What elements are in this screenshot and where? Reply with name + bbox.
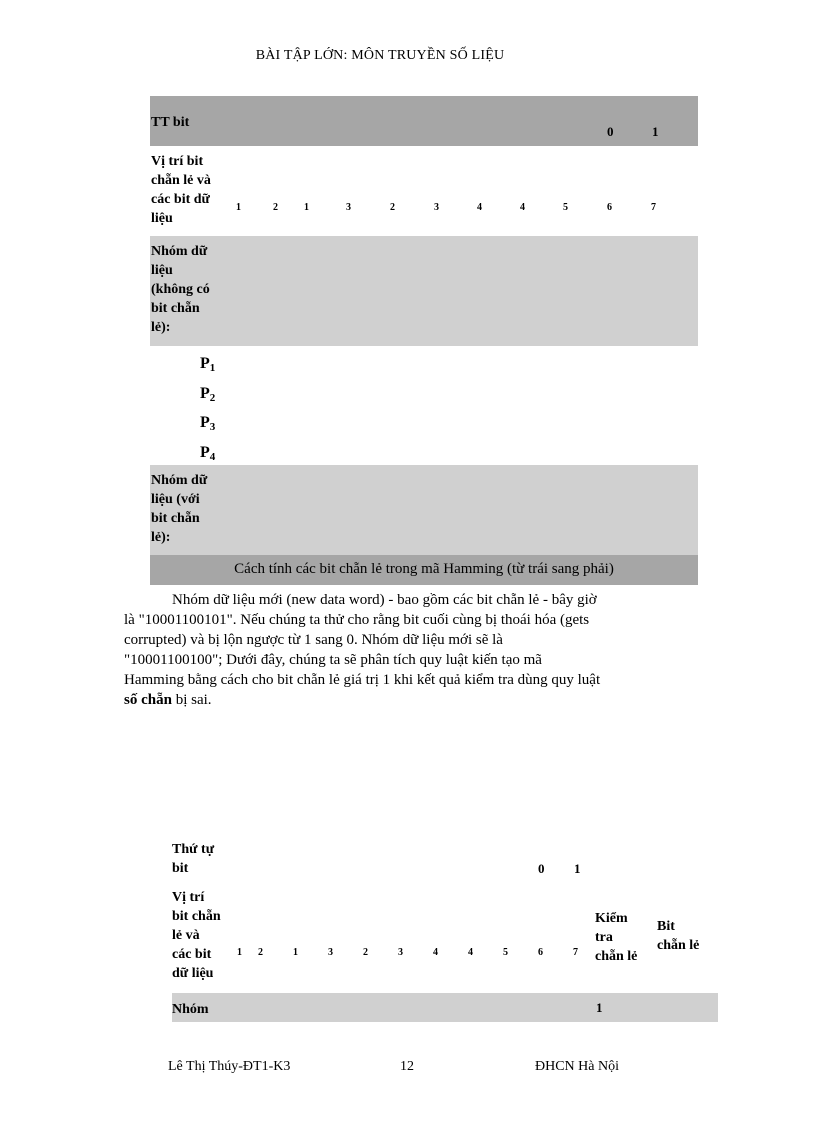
footer-author: Lê Thị Thúy-ĐT1-K3	[168, 1059, 291, 1074]
table2-pos-value: 5	[503, 947, 508, 958]
body-paragraph: Nhóm dữ liệu mới (new data word) - bao gồm các bit chẵn lẻ - bây giờ là "10001100101". Nếu chúng ta thử cho rằng bit cuối cùng bị thoái hóa (gets corrupted) và bị lộn ngược từ 1 sang 0. Nhóm dữ liệu mới sẽ là "10001100100"; Dưới đây, chúng ta sẽ phân tích quy luật kiến tạo mã Hamming bằng cách cho bit chẵn lẻ giá trị 1 khi kết quả kiểm tra dùng quy luật số chẵn bị sai.	[124, 592, 601, 708]
table2-tt-value: 1	[574, 861, 581, 876]
table1-p1-label: $P_1$	[200, 355, 216, 374]
table1-group-parity-label: Nhóm dữ liệu (với bit chẵn lẻ):	[151, 473, 208, 545]
table1-pos-value: 3	[346, 202, 351, 213]
table1-row-group-parity-bg	[150, 465, 698, 555]
page-header: BÀI TẬP LỚN: MÔN TRUYỀN SỐ LIỆU	[255, 48, 505, 63]
table1-tt-value: 1	[652, 124, 659, 139]
table1-pos-value: 3	[434, 202, 439, 213]
table2-tt-label: Thứ tự bit	[172, 842, 215, 876]
table2-pos-value: 1	[237, 947, 242, 958]
table2-parity-label: Bit chẵn lẻ	[657, 919, 700, 953]
table1-tt-value: 0	[607, 124, 614, 139]
table1-p2-label: $P_2$	[200, 385, 216, 404]
table2-tt-value: 0	[538, 861, 545, 876]
table1-p4-label: $P_4$	[200, 444, 216, 463]
table2-row-group-bg	[172, 993, 718, 1022]
table2-group-value: 1	[596, 1000, 603, 1015]
table2-check-label: Kiểm tra chẵn lẻ	[595, 911, 638, 964]
table1-pos-value: 6	[607, 202, 612, 213]
table1-pos-value: 2	[390, 202, 395, 213]
table2-pos-value: 7	[573, 947, 578, 958]
table1-tt-label: TT bit	[151, 115, 190, 130]
table2-pos-value: 3	[398, 947, 403, 958]
footer-page-number: 12	[400, 1059, 414, 1074]
table2-group-label: Nhóm	[172, 1002, 209, 1017]
emphasis-text: số chẵn	[124, 692, 172, 708]
table2-pos-value: 4	[433, 947, 438, 958]
table2-pos-value: 6	[538, 947, 543, 958]
table1-p3-label: $P_3$	[200, 414, 216, 433]
table1-pos-value: 1	[236, 202, 241, 213]
table2-pos-value: 4	[468, 947, 473, 958]
table1-pos-label: Vị trí bit chẵn lẻ và các bit dữ liệu	[151, 154, 211, 226]
table1-row-tt-bg	[150, 96, 698, 146]
table1-pos-value: 2	[273, 202, 278, 213]
table1-pos-value: 4	[520, 202, 525, 213]
table2-pos-value: 3	[328, 947, 333, 958]
table1-group-label: Nhóm dữ liệu (không có bit chẵn lẻ):	[151, 244, 210, 335]
table1-pos-value: 5	[563, 202, 568, 213]
table2-pos-label: Vị trí bit chẵn lẻ và các bit dữ liệu	[172, 890, 221, 981]
table1-pos-value: 1	[304, 202, 309, 213]
table2-pos-value: 2	[258, 947, 263, 958]
table1-pos-value: 7	[651, 202, 656, 213]
table2-pos-value: 2	[363, 947, 368, 958]
table1-row-group-bg	[150, 236, 698, 346]
table1-pos-value: 4	[477, 202, 482, 213]
table2-pos-value: 1	[293, 947, 298, 958]
footer-school: ĐHCN Hà Nội	[535, 1059, 619, 1074]
table1-caption: Cách tính các bit chẵn lẻ trong mã Hamming (từ trái sang phải)	[234, 561, 614, 577]
